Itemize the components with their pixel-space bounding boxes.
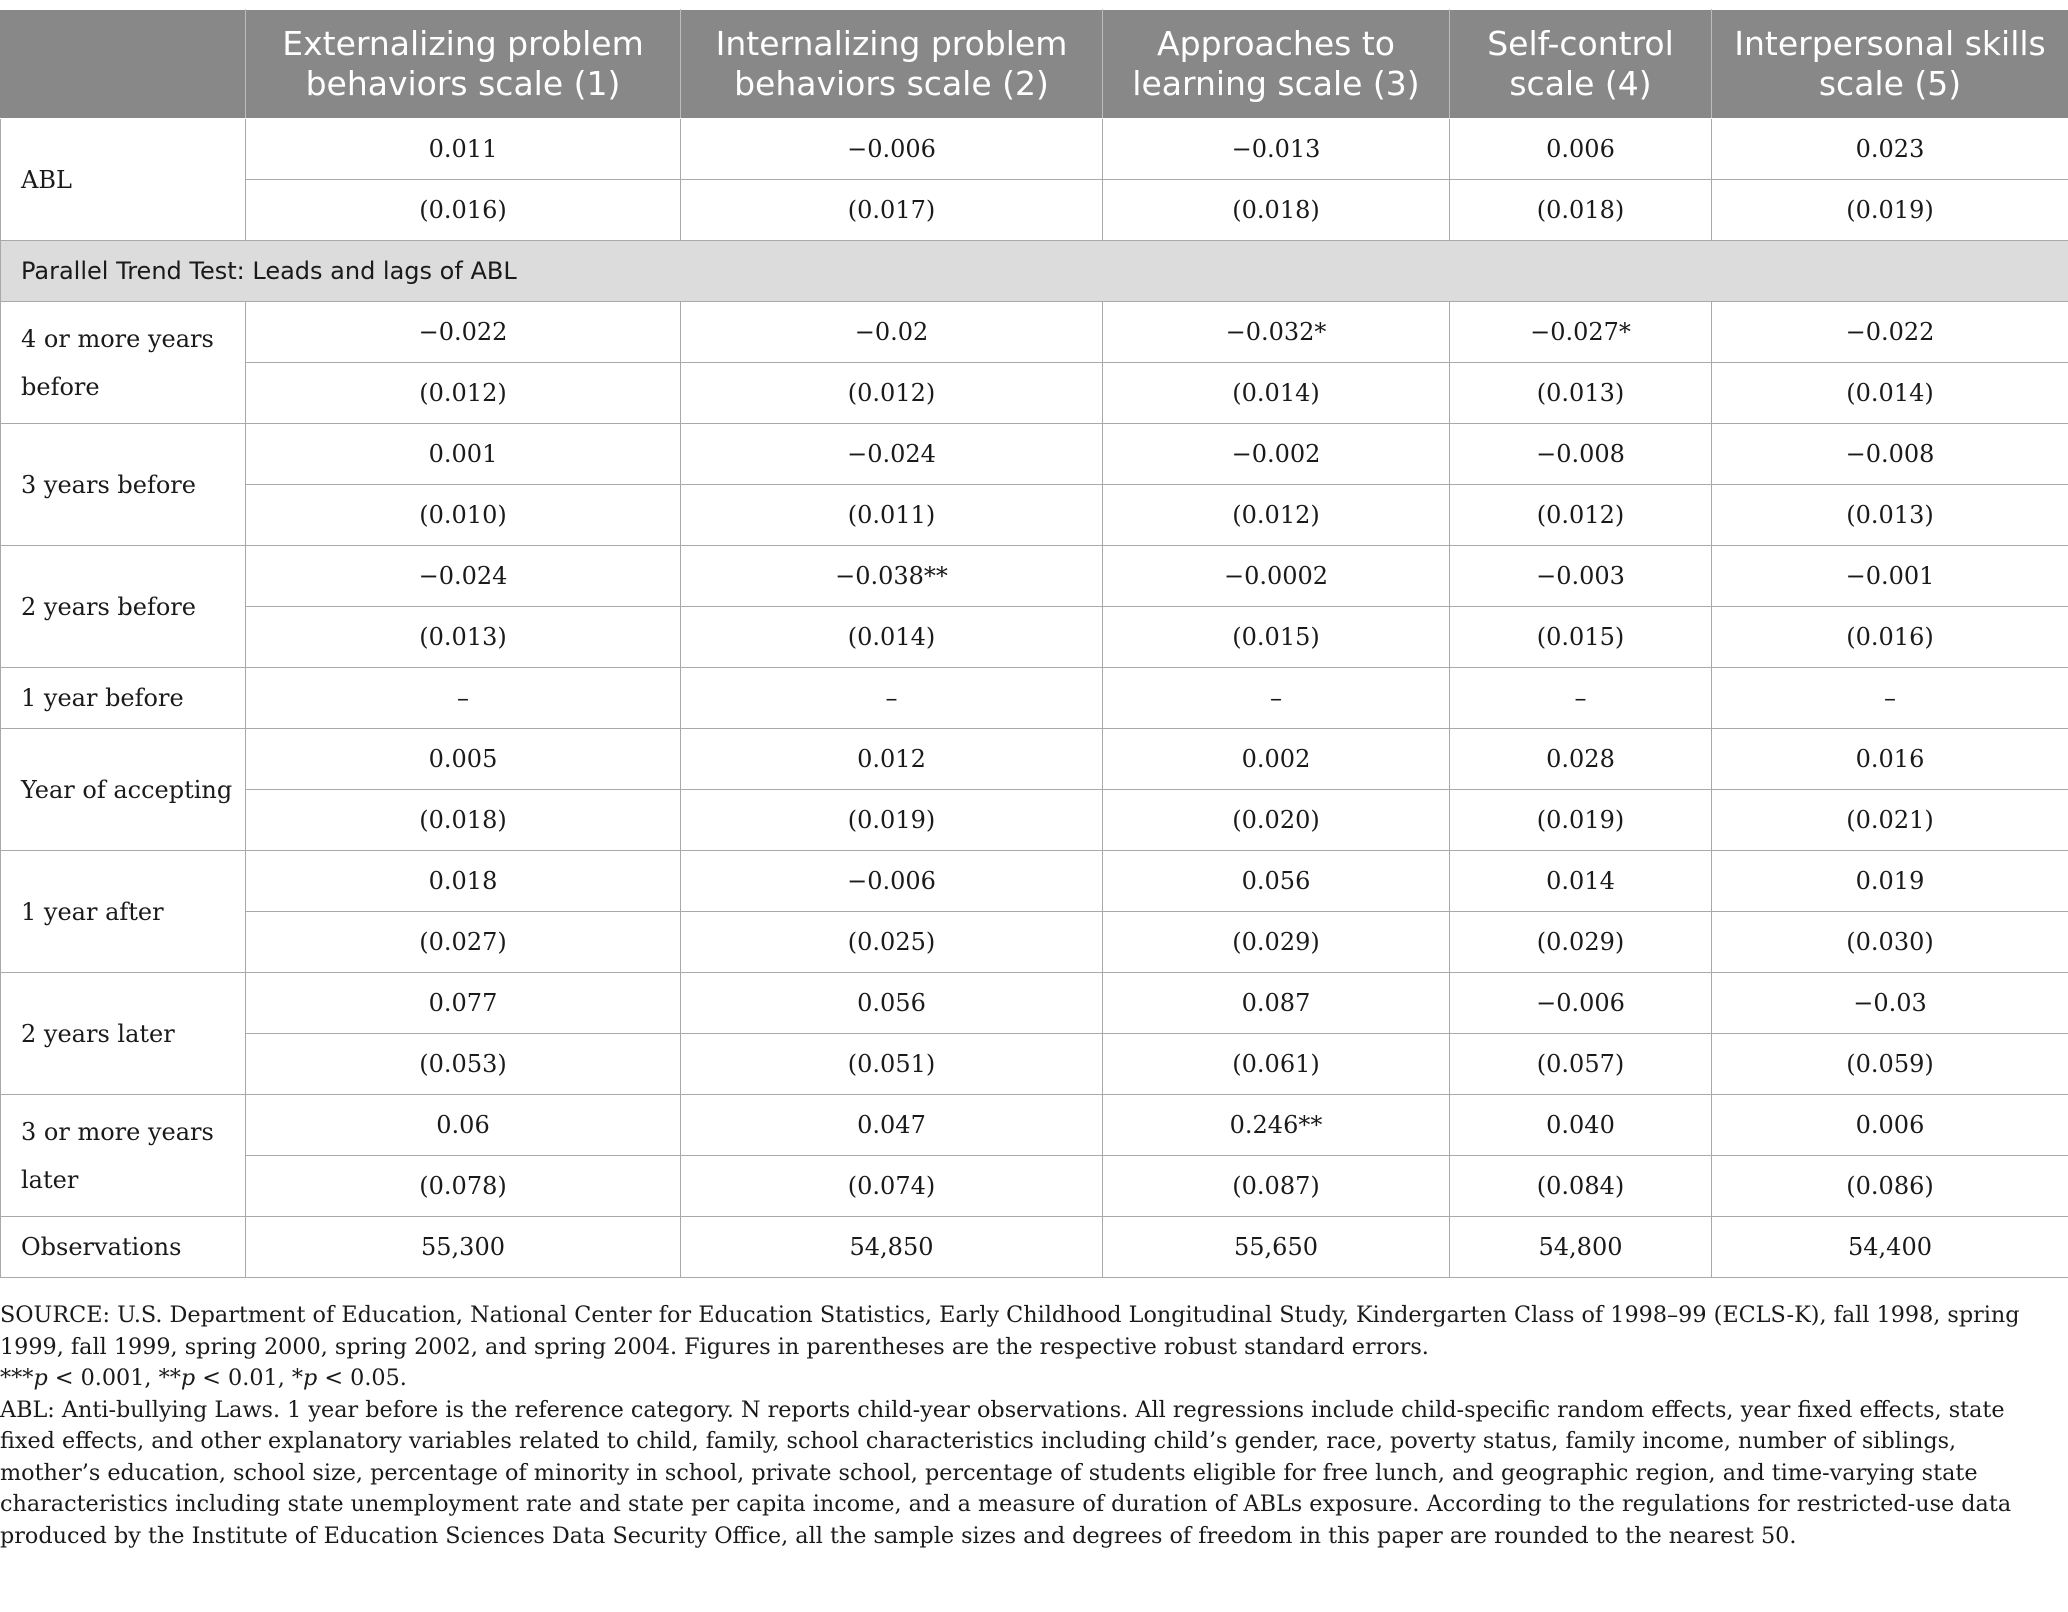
abl-coef-2: −0.006 xyxy=(681,119,1103,180)
coef-cell: −0.02 xyxy=(681,302,1103,363)
coef-cell: 0.012 xyxy=(681,729,1103,790)
row-label-observations: Observations xyxy=(1,1217,246,1278)
table-row-coef xyxy=(1,424,2068,485)
se-cell: (0.078) xyxy=(246,1156,681,1217)
se-cell: (0.059) xyxy=(1712,1034,2068,1095)
abl-se-3: (0.018) xyxy=(1103,180,1450,241)
se-cell: (0.012) xyxy=(1103,485,1450,546)
coef-cell: −0.002 xyxy=(1103,424,1450,485)
row-label: 1 year before xyxy=(1,668,246,729)
se-cell: (0.030) xyxy=(1712,912,2068,973)
coef-cell: −0.006 xyxy=(1450,973,1712,1034)
section-title: Parallel Trend Test: Leads and lags of ABL xyxy=(1,241,2068,302)
abl-coef-5: 0.023 xyxy=(1712,119,2068,180)
coef-cell: −0.032* xyxy=(1103,302,1450,363)
coef-cell: – xyxy=(1712,668,2068,729)
table-row-se xyxy=(1,485,2068,546)
coef-cell: −0.006 xyxy=(681,851,1103,912)
coef-cell: −0.024 xyxy=(246,546,681,607)
coef-cell: 0.016 xyxy=(1712,729,2068,790)
coef-cell: – xyxy=(681,668,1103,729)
table-notes xyxy=(0,1300,2055,1552)
header-col-3: Approaches to learning scale (3) xyxy=(1103,10,1450,119)
se-cell: (0.015) xyxy=(1103,607,1450,668)
table-row-abl-coef xyxy=(1,119,2068,180)
sig-part-7: < 0.05. xyxy=(317,1365,407,1391)
coef-cell: 0.047 xyxy=(681,1095,1103,1156)
sig-part-1: *** xyxy=(0,1365,34,1391)
sig-part-4: p xyxy=(180,1365,196,1391)
table-row-coef xyxy=(1,973,2068,1034)
coef-cell: 0.077 xyxy=(246,973,681,1034)
coef-cell: 0.019 xyxy=(1712,851,2068,912)
abl-coef-4: 0.006 xyxy=(1450,119,1712,180)
se-cell: (0.012) xyxy=(681,363,1103,424)
coef-cell: −0.0002 xyxy=(1103,546,1450,607)
observations-cell: 54,850 xyxy=(681,1217,1103,1278)
table-row-observations xyxy=(1,1217,2068,1278)
header-col-4: Self-control scale (4) xyxy=(1450,10,1712,119)
row-label: 2 years later xyxy=(1,973,246,1095)
table-row-coef xyxy=(1,851,2068,912)
coef-cell: 0.06 xyxy=(246,1095,681,1156)
coef-cell: 0.002 xyxy=(1103,729,1450,790)
row-label-abl: ABL xyxy=(1,119,246,241)
se-cell: (0.013) xyxy=(1450,363,1712,424)
coef-cell: 0.006 xyxy=(1712,1095,2068,1156)
se-cell: (0.011) xyxy=(681,485,1103,546)
se-cell: (0.020) xyxy=(1103,790,1450,851)
table-row-se xyxy=(1,790,2068,851)
coef-cell: −0.022 xyxy=(246,302,681,363)
se-cell: (0.013) xyxy=(246,607,681,668)
header-col-2: Internalizing problem behaviors scale (2) xyxy=(681,10,1103,119)
se-cell: (0.014) xyxy=(1103,363,1450,424)
abl-se-5: (0.019) xyxy=(1712,180,2068,241)
row-label: 2 years before xyxy=(1,546,246,668)
table-row-se xyxy=(1,912,2068,973)
se-cell: (0.027) xyxy=(246,912,681,973)
observations-cell: 54,800 xyxy=(1450,1217,1712,1278)
coef-cell: −0.024 xyxy=(681,424,1103,485)
table-row-abl-se xyxy=(1,180,2068,241)
se-cell: (0.029) xyxy=(1450,912,1712,973)
coef-cell: 0.018 xyxy=(246,851,681,912)
row-label: 3 years before xyxy=(1,424,246,546)
table-row-coef xyxy=(1,302,2068,363)
section-row xyxy=(1,241,2068,302)
regression-table xyxy=(0,9,2068,1278)
table-row-coef xyxy=(1,668,2068,729)
header-col-1: Externalizing problem behaviors scale (1) xyxy=(246,10,681,119)
coef-cell: – xyxy=(1450,668,1712,729)
se-cell: (0.029) xyxy=(1103,912,1450,973)
header-row xyxy=(1,10,2068,119)
sig-part-6: p xyxy=(303,1365,318,1391)
coef-cell: −0.03 xyxy=(1712,973,2068,1034)
coef-cell: 0.001 xyxy=(246,424,681,485)
abl-coef-3: −0.013 xyxy=(1103,119,1450,180)
row-label: 4 or more years before xyxy=(1,302,246,424)
table-row-coef xyxy=(1,1095,2068,1156)
coef-cell: – xyxy=(246,668,681,729)
se-cell: (0.025) xyxy=(681,912,1103,973)
se-cell: (0.053) xyxy=(246,1034,681,1095)
coef-cell: 0.005 xyxy=(246,729,681,790)
se-cell: (0.021) xyxy=(1712,790,2068,851)
coef-cell: 0.014 xyxy=(1450,851,1712,912)
table-row-coef xyxy=(1,546,2068,607)
coef-cell: 0.040 xyxy=(1450,1095,1712,1156)
se-cell: (0.014) xyxy=(1712,363,2068,424)
source-note: SOURCE: U.S. Department of Education, National Center for Education Statistics, Early Childhood Longitudinal Study, Kindergarten Class of 1998–99 (ECLS-K), fall 1998, spring 1999, fall 1999, spring 2000, spring 2002, and spring 2004. Figures in parentheses are the respective robust standard errors. xyxy=(0,1302,2020,1360)
significance-note xyxy=(0,1363,2055,1395)
row-label: 3 or more years later xyxy=(1,1095,246,1217)
row-label: Year of accepting xyxy=(1,729,246,851)
coef-cell: 0.087 xyxy=(1103,973,1450,1034)
coef-cell: 0.056 xyxy=(681,973,1103,1034)
table-body xyxy=(1,119,2068,1278)
observations-cell: 54,400 xyxy=(1712,1217,2068,1278)
abl-coef-1: 0.011 xyxy=(246,119,681,180)
abl-se-4: (0.018) xyxy=(1450,180,1712,241)
coef-cell: 0.056 xyxy=(1103,851,1450,912)
coef-cell: −0.003 xyxy=(1450,546,1712,607)
coef-cell: −0.008 xyxy=(1450,424,1712,485)
se-cell: (0.084) xyxy=(1450,1156,1712,1217)
sig-part-3: < 0.001, ** xyxy=(47,1365,181,1391)
coef-cell: −0.001 xyxy=(1712,546,2068,607)
se-cell: (0.012) xyxy=(1450,485,1712,546)
se-cell: (0.016) xyxy=(1712,607,2068,668)
se-cell: (0.074) xyxy=(681,1156,1103,1217)
header-corner xyxy=(1,10,246,119)
se-cell: (0.018) xyxy=(246,790,681,851)
table-row-se xyxy=(1,607,2068,668)
abl-se-1: (0.016) xyxy=(246,180,681,241)
table-row-se xyxy=(1,1034,2068,1095)
se-cell: (0.010) xyxy=(246,485,681,546)
se-cell: (0.012) xyxy=(246,363,681,424)
se-cell: (0.061) xyxy=(1103,1034,1450,1095)
se-cell: (0.013) xyxy=(1712,485,2068,546)
coef-cell: −0.027* xyxy=(1450,302,1712,363)
se-cell: (0.057) xyxy=(1450,1034,1712,1095)
abl-note: ABL: Anti-bullying Laws. 1 year before is the reference category. N reports child-year observations. All regressions include child-specific random effects, year fixed effects, state fixed effects, and other explanatory variables related to child, family, school characteristics including child’s gender, race, poverty status, family income, number of siblings, mother’s education, school size, percentage of minority in school, private school, percentage of students eligible for free lunch, and geographic region, and time-varying state characteristics including state unemployment rate and state per capita income, and a measure of duration of ABLs exposure. According to the regulations for restricted-use data produced by the Institute of Education Sciences Data Security Office, all the sample sizes and degrees of freedom in this paper are rounded to the nearest 50. xyxy=(0,1396,2012,1549)
coef-cell: 0.028 xyxy=(1450,729,1712,790)
se-cell: (0.051) xyxy=(681,1034,1103,1095)
coef-cell: 0.246** xyxy=(1103,1095,1450,1156)
row-label: 1 year after xyxy=(1,851,246,973)
coef-cell: −0.022 xyxy=(1712,302,2068,363)
header-col-5: Interpersonal skills scale (5) xyxy=(1712,10,2068,119)
coef-cell: −0.008 xyxy=(1712,424,2068,485)
se-cell: (0.015) xyxy=(1450,607,1712,668)
sig-part-2: p xyxy=(33,1365,48,1391)
table-row-coef xyxy=(1,729,2068,790)
se-cell: (0.014) xyxy=(681,607,1103,668)
se-cell: (0.019) xyxy=(1450,790,1712,851)
se-cell: (0.086) xyxy=(1712,1156,2068,1217)
coef-cell: – xyxy=(1103,668,1450,729)
se-cell: (0.019) xyxy=(681,790,1103,851)
coef-cell: −0.038** xyxy=(681,546,1103,607)
table-row-se xyxy=(1,363,2068,424)
sig-part-5: < 0.01, * xyxy=(195,1365,304,1391)
abl-se-2: (0.017) xyxy=(681,180,1103,241)
table-row-se xyxy=(1,1156,2068,1217)
observations-cell: 55,650 xyxy=(1103,1217,1450,1278)
se-cell: (0.087) xyxy=(1103,1156,1450,1217)
observations-cell: 55,300 xyxy=(246,1217,681,1278)
